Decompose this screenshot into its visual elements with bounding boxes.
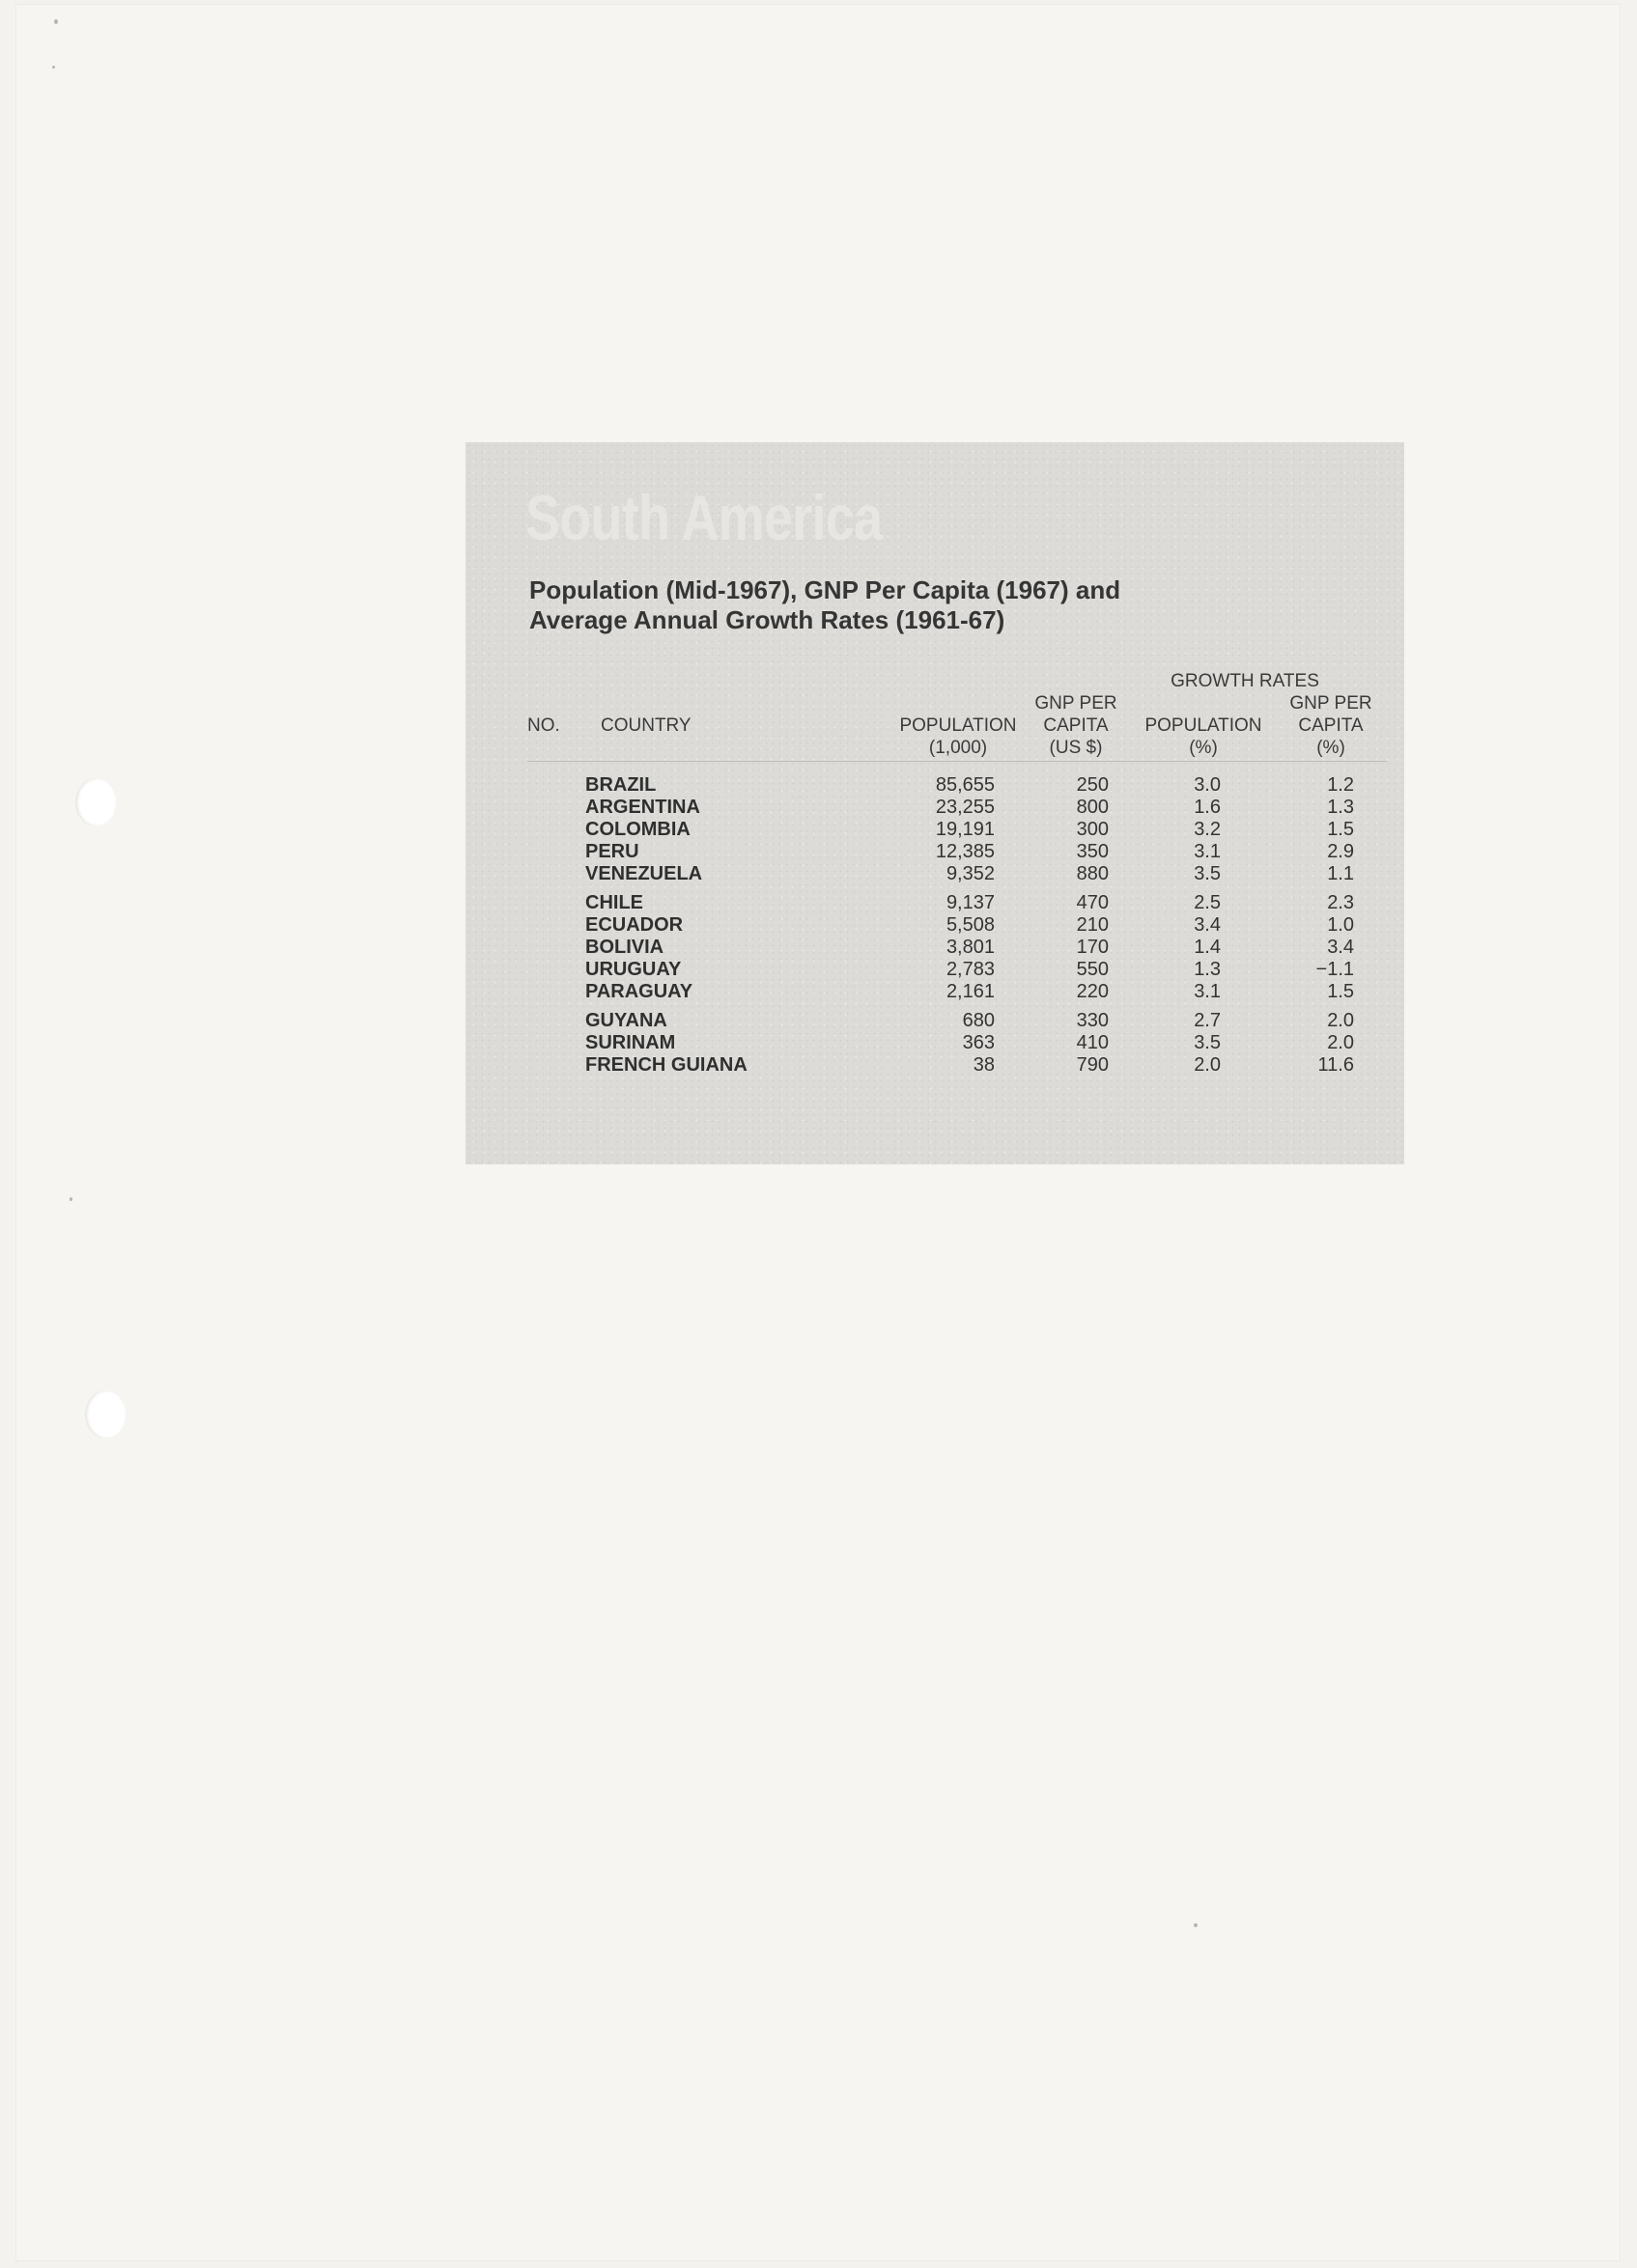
population-growth-value: 3.1	[1194, 981, 1221, 1002]
gnp-per-capita-value: 880	[1076, 863, 1109, 884]
population-growth-value: 2.5	[1194, 892, 1221, 913]
table-row	[466, 892, 1404, 914]
table-title-line: Population (Mid-1967), GNP Per Capita (1967) and	[529, 575, 1121, 604]
gnp-per-capita-value: 410	[1076, 1032, 1109, 1053]
paper-speck	[54, 19, 58, 24]
table-row	[466, 981, 1404, 1003]
header-line: POPULATION	[1144, 715, 1262, 736]
country-name: VENEZUELA	[585, 863, 703, 884]
gnp-per-capita-value: 790	[1076, 1054, 1109, 1076]
table-row	[466, 1054, 1404, 1077]
country-name: PERU	[585, 841, 639, 862]
country-name: FRENCH GUIANA	[585, 1054, 748, 1076]
table-title-line: Average Annual Growth Rates (1961-67)	[529, 605, 1005, 634]
population-growth-value: 3.4	[1194, 914, 1221, 936]
population-growth-value: 3.2	[1194, 819, 1221, 840]
gnp-growth-value: 2.0	[1327, 1032, 1354, 1053]
header-growth-population	[1136, 714, 1271, 759]
country-name: URUGUAY	[585, 959, 682, 980]
punch-hole	[85, 1390, 126, 1439]
newspaper-clipping	[466, 442, 1404, 1164]
gnp-growth-value: 2.0	[1327, 1010, 1354, 1031]
header-growth-rates: GROWTH RATES	[1171, 671, 1319, 691]
gnp-growth-value: 2.9	[1327, 841, 1354, 862]
header-population	[892, 714, 1024, 759]
gnp-per-capita-value: 300	[1076, 819, 1109, 840]
gnp-growth-value: 1.0	[1327, 914, 1354, 936]
country-name: ECUADOR	[585, 914, 684, 936]
population-value: 9,352	[946, 863, 995, 884]
country-name: GUYANA	[585, 1010, 667, 1031]
header-divider	[527, 761, 1387, 762]
country-name: SURINAM	[585, 1032, 676, 1053]
header-line: CAPITA	[1043, 715, 1109, 736]
country-name: PARAGUAY	[585, 981, 693, 1002]
gnp-growth-value: 2.3	[1327, 892, 1354, 913]
population-value: 5,508	[946, 914, 995, 936]
country-name: BRAZIL	[585, 774, 657, 796]
population-growth-value: 1.3	[1194, 959, 1221, 980]
header-line: GNP PER	[1034, 693, 1117, 714]
population-growth-value: 1.4	[1194, 937, 1221, 958]
gnp-growth-value: 1.5	[1327, 981, 1354, 1002]
country-name: CHILE	[585, 892, 643, 913]
population-value: 38	[973, 1054, 995, 1076]
gnp-per-capita-value: 210	[1076, 914, 1109, 936]
gnp-per-capita-value: 550	[1076, 959, 1109, 980]
punch-hole	[75, 778, 116, 826]
population-growth-value: 2.0	[1194, 1054, 1221, 1076]
country-name: BOLIVIA	[585, 937, 664, 958]
table-row	[466, 841, 1404, 863]
gnp-per-capita-value: 800	[1076, 797, 1109, 818]
header-line: POPULATION	[899, 715, 1017, 736]
population-value: 12,385	[935, 841, 995, 862]
table-row	[466, 959, 1404, 981]
population-value: 363	[962, 1032, 995, 1053]
header-line: (%)	[1316, 738, 1345, 758]
population-value: 2,783	[946, 959, 995, 980]
table-row	[466, 797, 1404, 819]
gnp-per-capita-value: 220	[1076, 981, 1109, 1002]
section-title: South America	[525, 482, 883, 553]
header-growth-gnp-per-capita	[1283, 692, 1379, 759]
header-line: CAPITA	[1298, 715, 1364, 736]
population-value: 85,655	[935, 774, 995, 796]
gnp-growth-value: 11.6	[1317, 1054, 1354, 1076]
header-line: (1,000)	[928, 738, 988, 758]
table-row	[466, 819, 1404, 841]
table-row	[466, 863, 1404, 885]
population-value: 3,801	[946, 937, 995, 958]
gnp-growth-value: 1.5	[1327, 819, 1354, 840]
gnp-growth-value: 3.4	[1327, 937, 1354, 958]
gnp-per-capita-value: 170	[1076, 937, 1109, 958]
table-row	[466, 774, 1404, 797]
paper-speck	[70, 1197, 72, 1201]
table-row	[466, 914, 1404, 937]
population-growth-value: 3.5	[1194, 1032, 1221, 1053]
paper-speck	[52, 66, 55, 69]
population-growth-value: 3.0	[1194, 774, 1221, 796]
country-name: ARGENTINA	[585, 797, 700, 818]
header-country: COUNTRY	[601, 715, 691, 736]
table-row	[466, 1010, 1404, 1032]
header-line: GNP PER	[1289, 693, 1372, 714]
header-line: (%)	[1189, 738, 1218, 758]
gnp-growth-value: 1.3	[1327, 797, 1354, 818]
header-line: (US $)	[1049, 738, 1103, 758]
gnp-growth-value: 1.1	[1327, 863, 1354, 884]
header-no: NO.	[527, 715, 560, 736]
population-growth-value: 2.7	[1194, 1010, 1221, 1031]
gnp-per-capita-value: 250	[1076, 774, 1109, 796]
gnp-growth-value: −1.1	[1315, 959, 1354, 980]
table-title	[529, 575, 1120, 635]
gnp-per-capita-value: 350	[1076, 841, 1109, 862]
gnp-per-capita-value: 330	[1076, 1010, 1109, 1031]
population-value: 19,191	[935, 819, 995, 840]
paper-speck	[1194, 1923, 1198, 1927]
table-row	[466, 1032, 1404, 1054]
population-value: 2,161	[946, 981, 995, 1002]
table-row	[466, 937, 1404, 959]
gnp-per-capita-value: 470	[1076, 892, 1109, 913]
gnp-growth-value: 1.2	[1327, 774, 1354, 796]
population-growth-value: 3.1	[1194, 841, 1221, 862]
country-name: COLOMBIA	[585, 819, 691, 840]
population-growth-value: 1.6	[1194, 797, 1221, 818]
population-value: 9,137	[946, 892, 995, 913]
population-growth-value: 3.5	[1194, 863, 1221, 884]
population-value: 680	[962, 1010, 995, 1031]
header-gnp-per-capita	[1026, 692, 1126, 759]
population-value: 23,255	[935, 797, 995, 818]
